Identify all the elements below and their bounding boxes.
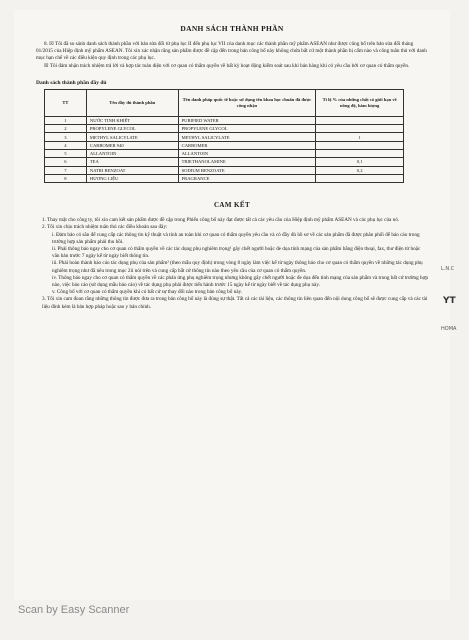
margin-note-homa: HOMA	[441, 326, 457, 332]
cell-name: ALLANTOIN	[86, 150, 178, 158]
header-intl-name: Tên danh pháp quốc tế hoặc sử dụng tên khoa học chuẩn đã được công nhận	[178, 89, 316, 116]
cell-intl: SODIUM BENZOATE	[178, 166, 316, 174]
commitment-title: CAM KẾT	[213, 201, 251, 210]
table-header-row	[45, 89, 404, 116]
cell-intl: ALLANTOIN	[178, 150, 316, 158]
table-row	[45, 133, 404, 141]
commitment-item-2: 2. Tôi xin chịu trách nhiệm tuân thủ các điều khoản sau đây:	[42, 224, 168, 231]
cell-tt: 8	[45, 174, 87, 182]
cell-tt: 4	[45, 141, 87, 149]
header-tt: TT	[45, 89, 87, 116]
cell-intl: METHYL SALICYLATE	[178, 133, 316, 141]
cell-pct: 1	[316, 133, 404, 141]
cell-intl: FRAGRANCE	[178, 174, 316, 182]
cell-pct	[316, 150, 404, 158]
margin-note-yt: YT	[443, 296, 456, 306]
table-row	[45, 150, 404, 158]
commitment-subitem-ii: ii. Phải thông báo ngay cho cơ quan có thẩm quyền về các tác dụng phụ nghiêm trọng¹ gây chết người hoặc đe dọa tính mạng của sản phẩm bằng điện thoại, fax, thư điện tử hoặc văn bản trước 7 ngày kể từ ngày biết thông tin.	[52, 246, 421, 260]
cell-name: TEA	[86, 158, 178, 166]
table-row	[45, 116, 404, 124]
ingredients-table-label: Danh sách thành phần đầy đủ	[36, 79, 107, 86]
table-row	[45, 174, 404, 182]
document-title: DANH SÁCH THÀNH PHẦN	[180, 24, 284, 33]
commitment-item-3: 3. Tôi xin cam đoan rằng những thông tin được đưa ra trong bản công bố này là đúng sự thật. Tất cả các tài liệu, các thông tin liên quan đến nội dung công bố sẽ được cung cấp và các tài liệu đính kèm là bản hợp pháp hoặc sao y bản chính.	[42, 296, 428, 310]
margin-note-lnc: L.N.C	[441, 266, 455, 272]
commitment-subitem-iii: iii. Phải hoàn thành báo cáo tác dụng phụ của sản phẩm² (theo mẫu quy định) trong vòng 8 ngày làm việc kể từ ngày thông báo cho cơ quan có thẩm quyền về những tác dụng phụ nghiêm trọng như đã nêu trong mục 2ii nói trên và cung cấp bất cứ thông tin nào theo yêu cầu của cơ quan có thẩm quyền.	[52, 260, 423, 274]
cell-name: PROPYLENE GLYCOL	[86, 125, 178, 133]
table-row	[45, 125, 404, 133]
header-percent: Tỉ lệ % của những chất có giới hạn về nồng độ, hàm lượng	[316, 89, 404, 116]
cell-tt: 5	[45, 150, 87, 158]
cell-intl: TRIETHANOLAMINE	[178, 158, 316, 166]
cell-name: NATRI BENZOAT	[86, 166, 178, 174]
cell-name: CARBOMER 940	[86, 141, 178, 149]
cell-pct: 0,1	[316, 158, 404, 166]
cell-intl: PROPYLENE GLYCOL	[178, 125, 316, 133]
cell-pct	[316, 116, 404, 124]
cell-name: HƯƠNG LIỆU	[86, 174, 178, 182]
commitment-subitem-iv: iv. Thông báo ngay cho cơ quan có thẩm quyền về các phản ứng phụ nghiêm trọng nhưng không gây chết người hoặc đe dọa đến tính mạng của sản phẩm và trong bất cứ trường hợp nào, việc báo cáo (sử dụng mẫu báo cáo) về tác dụng phụ phải được tiến hành trước 15 ngày kể từ ngày biết về tác dụng phụ này.	[52, 274, 428, 289]
document-content	[36, 18, 428, 311]
table-row	[45, 141, 404, 149]
table-row	[45, 166, 404, 174]
scanner-watermark: Scan by Easy Scanner	[18, 604, 130, 616]
cell-tt: 1	[45, 116, 87, 124]
table-row	[45, 158, 404, 166]
cell-pct	[316, 174, 404, 182]
ingredients-table	[44, 89, 404, 183]
cell-intl: PURIFIED WATER	[178, 116, 316, 124]
intro-paragraph-1: 8. ☒ Tôi đã so sánh danh sách thành phần với bản sửa đổi từ phụ lục II đến phụ lục VII của danh mục các thành phần mỹ phẩm ASEAN như được công bố trên bản sửa đổi tháng 01/2015 của Hiệp định mỹ phẩm ASEAN. Tôi xin xác nhận rằng sản phẩm được đề cập đến trong bản công bố này không chứa bất cứ một thành phần bị cấm nào và công tuân thủ với danh mục hạn chế về các điều kiện quy định trong các phụ lục.	[36, 41, 427, 62]
cell-tt: 6	[45, 158, 87, 166]
document-page	[14, 10, 450, 600]
commitment-item-1: 1. Thay mặt cho công ty, tôi xin cam kết sản phẩm được đề cập trong Phiếu công bố này đạt được tất cả các yêu cầu của Hiệp định mỹ phẩm ASEAN và các phụ lục của nó.	[42, 217, 400, 224]
intro-paragraph-2: ☒ Tôi đảm nhận trách nhiệm trả lời và hợp tác toàn diện với cơ quan có thẩm quyền về bất kỳ hoạt động kiểm soát sau khi bán hàng khi có yêu cầu bởi cơ quan có thẩm quyền.	[44, 62, 410, 69]
cell-pct	[316, 141, 404, 149]
cell-name: NƯỚC TINH KHIẾT	[86, 116, 178, 124]
cell-intl: CARBOMER	[178, 141, 316, 149]
header-full-name: Tên đầy đủ thành phần	[86, 89, 178, 116]
cell-pct	[316, 125, 404, 133]
cell-name: METHYL SALICYLATE	[86, 133, 178, 141]
commitment-subitem-v: v. Công bố với cơ quan có thẩm quyền khi có bất cứ sự thay đổi nào trong bản công bố này.	[52, 289, 243, 296]
cell-tt: 2	[45, 125, 87, 133]
commitment-subitem-i: i. Đảm bảo có sẵn để cung cấp các thông tin kỹ thuật và tính an toàn khi cơ quan có thẩm quyền yêu cầu và có đầy đủ hồ sơ về các sản phẩm đã được phân phối để báo cáo trong trường hợp sản phẩm phải thu hồi.	[52, 231, 420, 245]
cell-pct: 0,2	[316, 166, 404, 174]
cell-tt: 7	[45, 166, 87, 174]
cell-tt: 3	[45, 133, 87, 141]
